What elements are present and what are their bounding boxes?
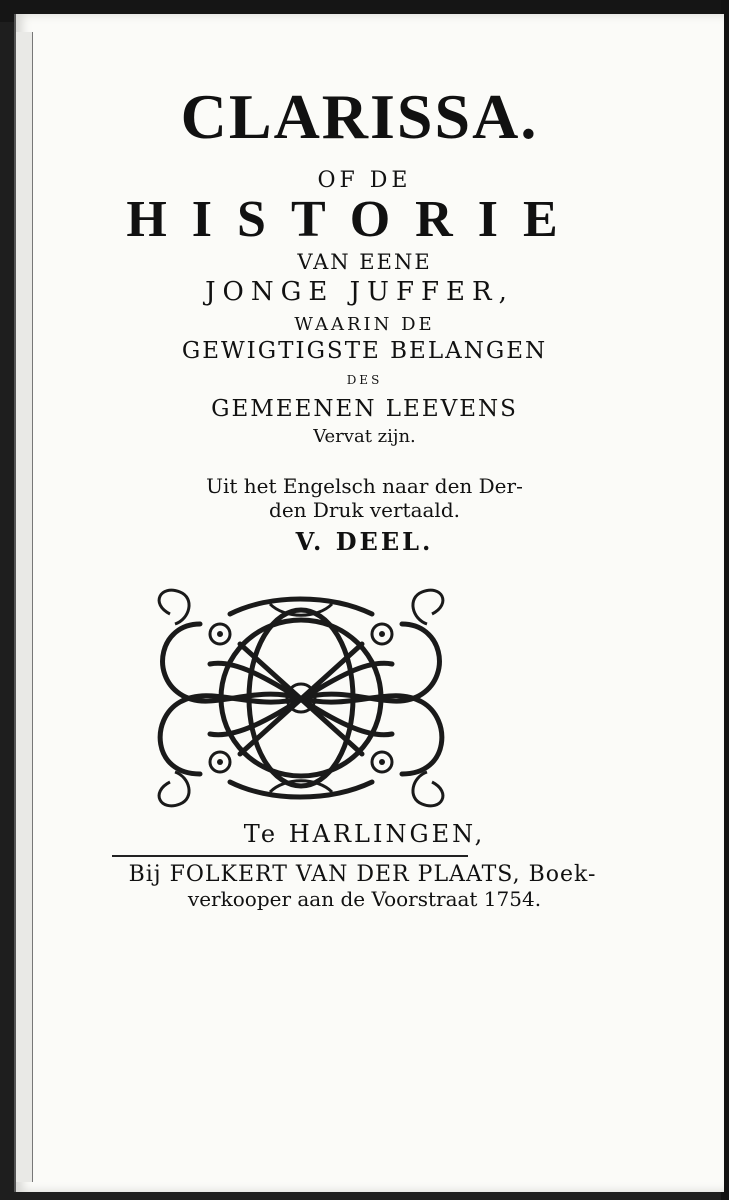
imprint-rule [112,855,468,857]
volume-label: V. DEEL. [295,527,434,556]
imprint-printer-line-1: Bij FOLKERT VAN DER PLAATS, Boek- [128,862,597,887]
subtitle-of-de: OF DE [317,168,412,193]
subtitle-des: DES [346,373,383,387]
interlaced-knot-ornament-icon [140,584,462,812]
subtitle-belangen: GEWIGTIGSTE BELANGEN [181,338,548,364]
imprint-place: Te HARLINGEN, [243,820,486,848]
translation-note-line-2: den Druk vertaald. [269,498,460,522]
book-title: CLARISSA. [180,81,539,152]
translation-note-line-1: Uit het Engelsch naar den Der- [206,474,523,498]
imprint-printer-line-2: verkooper aan de Voorstraat 1754. [187,887,542,911]
subtitle-historie: HISTORIE [126,191,583,248]
subtitle-jonge-juffer: JONGE JUFFER, [205,277,514,307]
subtitle-waarin-de: WAARIN DE [294,314,435,335]
subtitle-vervat: Vervat zijn. [313,426,416,447]
subtitle-gemeenen: GEMEENEN LEEVENS [211,396,518,422]
subtitle-van-eene: VAN EENE [297,250,432,274]
